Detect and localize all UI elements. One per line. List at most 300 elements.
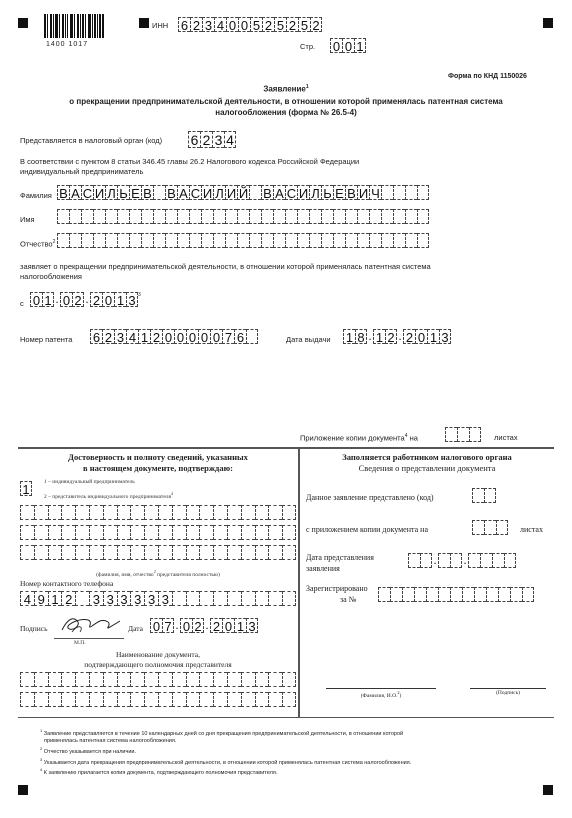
char-cell[interactable]: С: [286, 186, 297, 201]
char-cell[interactable]: [282, 545, 296, 560]
char-cell[interactable]: 3: [202, 17, 214, 32]
date-day-cell[interactable]: 1: [343, 329, 355, 344]
char-cell[interactable]: [199, 672, 213, 687]
char-cell[interactable]: И: [226, 186, 237, 201]
char-cell[interactable]: [165, 233, 177, 248]
sign-date-cell[interactable]: 1: [234, 618, 246, 633]
char-cell[interactable]: [390, 587, 402, 602]
char-cell[interactable]: [213, 672, 227, 687]
char-cell[interactable]: [172, 525, 186, 540]
char-cell[interactable]: [241, 505, 255, 520]
char-cell[interactable]: [103, 672, 117, 687]
char-cell[interactable]: [117, 545, 131, 560]
char-cell[interactable]: [472, 488, 484, 503]
char-cell[interactable]: [484, 520, 496, 535]
char-cell[interactable]: [227, 692, 241, 707]
char-cell[interactable]: В: [165, 185, 177, 200]
char-cell[interactable]: 3: [103, 591, 117, 606]
char-cell[interactable]: [484, 488, 496, 503]
char-cell[interactable]: [227, 591, 241, 606]
char-cell[interactable]: [158, 692, 172, 707]
char-cell[interactable]: Ь: [321, 185, 333, 200]
char-cell[interactable]: [165, 209, 177, 224]
char-cell[interactable]: [172, 672, 186, 687]
char-cell[interactable]: [117, 209, 129, 224]
char-cell[interactable]: [48, 505, 62, 520]
char-cell[interactable]: [130, 545, 144, 560]
char-cell[interactable]: [213, 545, 227, 560]
date-month-cell[interactable]: [450, 553, 462, 568]
char-cell[interactable]: [81, 233, 93, 248]
char-cell[interactable]: [255, 545, 269, 560]
char-cell[interactable]: Л: [105, 185, 117, 200]
char-cell[interactable]: [405, 185, 417, 200]
char-cell[interactable]: [213, 233, 225, 248]
char-cell[interactable]: [369, 209, 381, 224]
char-cell[interactable]: [34, 525, 48, 540]
char-cell[interactable]: [34, 545, 48, 560]
char-cell[interactable]: [89, 505, 103, 520]
char-cell[interactable]: [20, 692, 34, 707]
char-cell[interactable]: В: [57, 185, 69, 200]
char-cell[interactable]: [48, 672, 62, 687]
char-cell[interactable]: [158, 525, 172, 540]
date-year-cell[interactable]: 2: [403, 329, 415, 344]
char-cell[interactable]: 0: [226, 17, 238, 32]
char-cell[interactable]: [172, 692, 186, 707]
date-month-cell[interactable]: 2: [385, 329, 397, 344]
char-cell[interactable]: 0: [342, 38, 354, 53]
date-month-cell[interactable]: [438, 553, 450, 568]
char-cell[interactable]: [57, 209, 69, 224]
char-cell[interactable]: [321, 233, 333, 248]
char-cell[interactable]: [417, 185, 429, 200]
char-cell[interactable]: [75, 525, 89, 540]
char-cell[interactable]: 2: [150, 329, 162, 344]
char-cell[interactable]: [117, 233, 129, 248]
char-cell[interactable]: [273, 209, 285, 224]
date-day-cell[interactable]: [420, 553, 432, 568]
char-cell[interactable]: [522, 587, 534, 602]
char-cell[interactable]: [309, 209, 321, 224]
char-cell[interactable]: Е: [333, 185, 345, 200]
char-cell[interactable]: [357, 209, 369, 224]
date-month-cell[interactable]: 2: [72, 292, 84, 307]
char-cell[interactable]: [34, 505, 48, 520]
sign-date-cell[interactable]: 0: [180, 618, 192, 633]
char-cell[interactable]: [282, 672, 296, 687]
char-cell[interactable]: [48, 692, 62, 707]
char-cell[interactable]: [357, 233, 369, 248]
char-cell[interactable]: [297, 233, 309, 248]
char-cell[interactable]: [297, 209, 309, 224]
char-cell[interactable]: [81, 209, 93, 224]
char-cell[interactable]: 6: [234, 329, 246, 344]
char-cell[interactable]: 0: [198, 329, 210, 344]
char-cell[interactable]: [129, 209, 141, 224]
char-cell[interactable]: [285, 209, 297, 224]
date-year-cell[interactable]: 0: [415, 329, 427, 344]
char-cell[interactable]: [130, 505, 144, 520]
date-day-cell[interactable]: 1: [42, 292, 54, 307]
char-cell[interactable]: 5: [298, 17, 310, 32]
char-cell[interactable]: [414, 587, 426, 602]
char-cell[interactable]: [20, 545, 34, 560]
char-cell[interactable]: 1: [20, 481, 32, 496]
char-cell[interactable]: [153, 209, 165, 224]
char-cell[interactable]: [282, 692, 296, 707]
char-cell[interactable]: [141, 233, 153, 248]
char-cell[interactable]: [268, 545, 282, 560]
char-cell[interactable]: [186, 692, 200, 707]
char-cell[interactable]: [225, 233, 237, 248]
char-cell[interactable]: [158, 505, 172, 520]
char-cell[interactable]: [186, 545, 200, 560]
char-cell[interactable]: 3: [130, 591, 144, 606]
char-cell[interactable]: [61, 545, 75, 560]
char-cell[interactable]: [510, 587, 522, 602]
char-cell[interactable]: [457, 427, 469, 442]
char-cell[interactable]: [261, 233, 273, 248]
char-cell[interactable]: 4: [214, 17, 226, 32]
char-cell[interactable]: [249, 209, 261, 224]
char-cell[interactable]: И: [202, 186, 213, 201]
char-cell[interactable]: [141, 209, 153, 224]
char-cell[interactable]: [249, 185, 261, 200]
char-cell[interactable]: [172, 505, 186, 520]
char-cell[interactable]: [130, 692, 144, 707]
char-cell[interactable]: С: [190, 186, 201, 201]
char-cell[interactable]: [199, 525, 213, 540]
char-cell[interactable]: [75, 545, 89, 560]
char-cell[interactable]: [426, 587, 438, 602]
char-cell[interactable]: [117, 672, 131, 687]
char-cell[interactable]: [237, 209, 249, 224]
char-cell[interactable]: [417, 209, 429, 224]
char-cell[interactable]: 2: [200, 131, 212, 148]
char-cell[interactable]: [89, 672, 103, 687]
sign-date-cell[interactable]: 2: [192, 618, 204, 633]
char-cell[interactable]: В: [261, 185, 273, 200]
char-cell[interactable]: 0: [186, 329, 198, 344]
sign-date-cell[interactable]: 0: [150, 618, 162, 633]
char-cell[interactable]: [381, 185, 393, 200]
char-cell[interactable]: [402, 587, 414, 602]
char-cell[interactable]: [381, 233, 393, 248]
char-cell[interactable]: Й: [238, 186, 249, 201]
char-cell[interactable]: [103, 545, 117, 560]
char-cell[interactable]: Ь: [117, 185, 129, 200]
char-cell[interactable]: [237, 233, 249, 248]
char-cell[interactable]: [255, 591, 269, 606]
date-year-cell[interactable]: [504, 553, 516, 568]
char-cell[interactable]: [282, 525, 296, 540]
char-cell[interactable]: 0: [330, 38, 342, 53]
char-cell[interactable]: [144, 545, 158, 560]
date-year-cell[interactable]: 3: [439, 329, 451, 344]
date-year-cell[interactable]: 2: [90, 292, 102, 307]
char-cell[interactable]: 1: [354, 38, 366, 53]
char-cell[interactable]: [246, 329, 258, 344]
char-cell[interactable]: 2: [61, 591, 75, 606]
char-cell[interactable]: А: [69, 185, 81, 200]
char-cell[interactable]: [462, 587, 474, 602]
char-cell[interactable]: [255, 505, 269, 520]
char-cell[interactable]: [186, 525, 200, 540]
char-cell[interactable]: [153, 185, 165, 200]
char-cell[interactable]: [282, 505, 296, 520]
char-cell[interactable]: 9: [34, 591, 48, 606]
char-cell[interactable]: [129, 233, 141, 248]
char-cell[interactable]: В: [141, 185, 153, 200]
char-cell[interactable]: [93, 233, 105, 248]
char-cell[interactable]: [474, 587, 486, 602]
char-cell[interactable]: [186, 505, 200, 520]
char-cell[interactable]: [213, 525, 227, 540]
char-cell[interactable]: [89, 692, 103, 707]
char-cell[interactable]: 0: [174, 329, 186, 344]
char-cell[interactable]: [130, 672, 144, 687]
char-cell[interactable]: [321, 209, 333, 224]
char-cell[interactable]: 7: [222, 329, 234, 344]
char-cell[interactable]: [241, 591, 255, 606]
char-cell[interactable]: [89, 545, 103, 560]
char-cell[interactable]: [144, 692, 158, 707]
char-cell[interactable]: [201, 209, 213, 224]
char-cell[interactable]: [282, 591, 296, 606]
char-cell[interactable]: [405, 233, 417, 248]
char-cell[interactable]: 3: [158, 591, 172, 606]
char-cell[interactable]: [469, 427, 481, 442]
char-cell[interactable]: [144, 505, 158, 520]
char-cell[interactable]: 1: [48, 591, 62, 606]
char-cell[interactable]: [255, 525, 269, 540]
char-cell[interactable]: [213, 505, 227, 520]
char-cell[interactable]: 5: [274, 17, 286, 32]
char-cell[interactable]: 2: [262, 17, 274, 32]
char-cell[interactable]: 6: [178, 17, 190, 32]
char-cell[interactable]: [227, 672, 241, 687]
char-cell[interactable]: [103, 505, 117, 520]
char-cell[interactable]: [153, 233, 165, 248]
char-cell[interactable]: [75, 672, 89, 687]
date-year-cell[interactable]: 0: [102, 292, 114, 307]
char-cell[interactable]: [105, 209, 117, 224]
date-year-cell[interactable]: [492, 553, 504, 568]
char-cell[interactable]: [268, 591, 282, 606]
char-cell[interactable]: И: [94, 186, 105, 201]
char-cell[interactable]: Ч: [369, 185, 381, 200]
char-cell[interactable]: 3: [117, 591, 131, 606]
char-cell[interactable]: [393, 233, 405, 248]
char-cell[interactable]: [199, 692, 213, 707]
char-cell[interactable]: [186, 672, 200, 687]
char-cell[interactable]: В: [345, 185, 357, 200]
char-cell[interactable]: 3: [114, 329, 126, 344]
char-cell[interactable]: [199, 545, 213, 560]
char-cell[interactable]: [201, 233, 213, 248]
char-cell[interactable]: 0: [210, 329, 222, 344]
char-cell[interactable]: [34, 672, 48, 687]
char-cell[interactable]: Л: [309, 185, 321, 200]
char-cell[interactable]: И: [298, 186, 309, 201]
char-cell[interactable]: [268, 505, 282, 520]
char-cell[interactable]: [249, 233, 261, 248]
char-cell[interactable]: 3: [144, 591, 158, 606]
char-cell[interactable]: И: [358, 186, 369, 201]
char-cell[interactable]: [450, 587, 462, 602]
char-cell[interactable]: [213, 692, 227, 707]
sign-date-cell[interactable]: 2: [210, 618, 222, 633]
char-cell[interactable]: [268, 525, 282, 540]
char-cell[interactable]: [117, 525, 131, 540]
char-cell[interactable]: [285, 233, 297, 248]
char-cell[interactable]: [48, 525, 62, 540]
char-cell[interactable]: [89, 525, 103, 540]
char-cell[interactable]: [241, 692, 255, 707]
char-cell[interactable]: 4: [126, 329, 138, 344]
char-cell[interactable]: [241, 525, 255, 540]
char-cell[interactable]: 6: [90, 329, 102, 344]
char-cell[interactable]: Е: [129, 185, 141, 200]
char-cell[interactable]: [75, 505, 89, 520]
date-day-cell[interactable]: [408, 553, 420, 568]
char-cell[interactable]: [496, 520, 508, 535]
char-cell[interactable]: [172, 591, 186, 606]
char-cell[interactable]: 3: [89, 591, 103, 606]
char-cell[interactable]: [75, 692, 89, 707]
char-cell[interactable]: 2: [310, 17, 322, 32]
char-cell[interactable]: [345, 233, 357, 248]
char-cell[interactable]: 2: [190, 17, 202, 32]
char-cell[interactable]: 5: [250, 17, 262, 32]
date-month-cell[interactable]: 1: [373, 329, 385, 344]
sign-date-cell[interactable]: 3: [246, 618, 258, 633]
char-cell[interactable]: [177, 233, 189, 248]
char-cell[interactable]: 3: [212, 131, 224, 148]
sign-date-cell[interactable]: 0: [222, 618, 234, 633]
char-cell[interactable]: [75, 591, 89, 606]
char-cell[interactable]: 2: [102, 329, 114, 344]
char-cell[interactable]: 6: [188, 131, 200, 148]
char-cell[interactable]: [227, 545, 241, 560]
char-cell[interactable]: [261, 209, 273, 224]
char-cell[interactable]: [177, 209, 189, 224]
char-cell[interactable]: [241, 672, 255, 687]
char-cell[interactable]: [273, 233, 285, 248]
char-cell[interactable]: [227, 525, 241, 540]
date-year-cell[interactable]: 1: [114, 292, 126, 307]
char-cell[interactable]: 4: [224, 131, 236, 148]
char-cell[interactable]: 0: [162, 329, 174, 344]
char-cell[interactable]: [438, 587, 450, 602]
char-cell[interactable]: [61, 692, 75, 707]
char-cell[interactable]: [158, 672, 172, 687]
char-cell[interactable]: [103, 525, 117, 540]
char-cell[interactable]: [93, 209, 105, 224]
char-cell[interactable]: [189, 209, 201, 224]
char-cell[interactable]: [105, 233, 117, 248]
char-cell[interactable]: [255, 672, 269, 687]
char-cell[interactable]: [186, 591, 200, 606]
char-cell[interactable]: [333, 233, 345, 248]
char-cell[interactable]: [20, 505, 34, 520]
char-cell[interactable]: [61, 672, 75, 687]
char-cell[interactable]: А: [177, 185, 189, 200]
char-cell[interactable]: [61, 525, 75, 540]
char-cell[interactable]: [241, 545, 255, 560]
char-cell[interactable]: [34, 692, 48, 707]
char-cell[interactable]: [117, 505, 131, 520]
char-cell[interactable]: [486, 587, 498, 602]
char-cell[interactable]: [130, 525, 144, 540]
char-cell[interactable]: [20, 525, 34, 540]
char-cell[interactable]: [227, 505, 241, 520]
sign-date-cell[interactable]: 7: [162, 618, 174, 633]
char-cell[interactable]: [369, 233, 381, 248]
char-cell[interactable]: [333, 209, 345, 224]
char-cell[interactable]: [381, 209, 393, 224]
char-cell[interactable]: [393, 185, 405, 200]
char-cell[interactable]: [20, 672, 34, 687]
char-cell[interactable]: [309, 233, 321, 248]
char-cell[interactable]: [69, 209, 81, 224]
date-year-cell[interactable]: 1: [427, 329, 439, 344]
char-cell[interactable]: [48, 545, 62, 560]
char-cell[interactable]: [172, 545, 186, 560]
date-month-cell[interactable]: 0: [60, 292, 72, 307]
char-cell[interactable]: [472, 520, 484, 535]
char-cell[interactable]: 4: [20, 591, 34, 606]
char-cell[interactable]: [189, 233, 201, 248]
char-cell[interactable]: [498, 587, 510, 602]
char-cell[interactable]: 0: [238, 17, 250, 32]
char-cell[interactable]: [378, 587, 390, 602]
char-cell[interactable]: [213, 591, 227, 606]
char-cell[interactable]: Л: [213, 185, 225, 200]
char-cell[interactable]: [268, 692, 282, 707]
char-cell[interactable]: [69, 233, 81, 248]
char-cell[interactable]: [445, 427, 457, 442]
date-year-cell[interactable]: [468, 553, 480, 568]
char-cell[interactable]: [144, 525, 158, 540]
char-cell[interactable]: [213, 209, 225, 224]
char-cell[interactable]: [199, 505, 213, 520]
char-cell[interactable]: [255, 692, 269, 707]
char-cell[interactable]: А: [273, 185, 285, 200]
char-cell[interactable]: [225, 209, 237, 224]
char-cell[interactable]: [103, 692, 117, 707]
char-cell[interactable]: [57, 233, 69, 248]
char-cell[interactable]: [405, 209, 417, 224]
char-cell[interactable]: 1: [138, 329, 150, 344]
char-cell[interactable]: 2: [286, 17, 298, 32]
char-cell[interactable]: [393, 209, 405, 224]
date-day-cell[interactable]: 0: [30, 292, 42, 307]
date-day-cell[interactable]: 8: [355, 329, 367, 344]
char-cell[interactable]: [117, 692, 131, 707]
char-cell[interactable]: [144, 672, 158, 687]
char-cell[interactable]: [199, 591, 213, 606]
date-year-cell[interactable]: 3: [126, 292, 138, 307]
date-year-cell[interactable]: [480, 553, 492, 568]
char-cell[interactable]: [417, 233, 429, 248]
char-cell[interactable]: [345, 209, 357, 224]
char-cell[interactable]: [268, 672, 282, 687]
char-cell[interactable]: [61, 505, 75, 520]
char-cell[interactable]: С: [82, 186, 93, 201]
char-cell[interactable]: [158, 545, 172, 560]
